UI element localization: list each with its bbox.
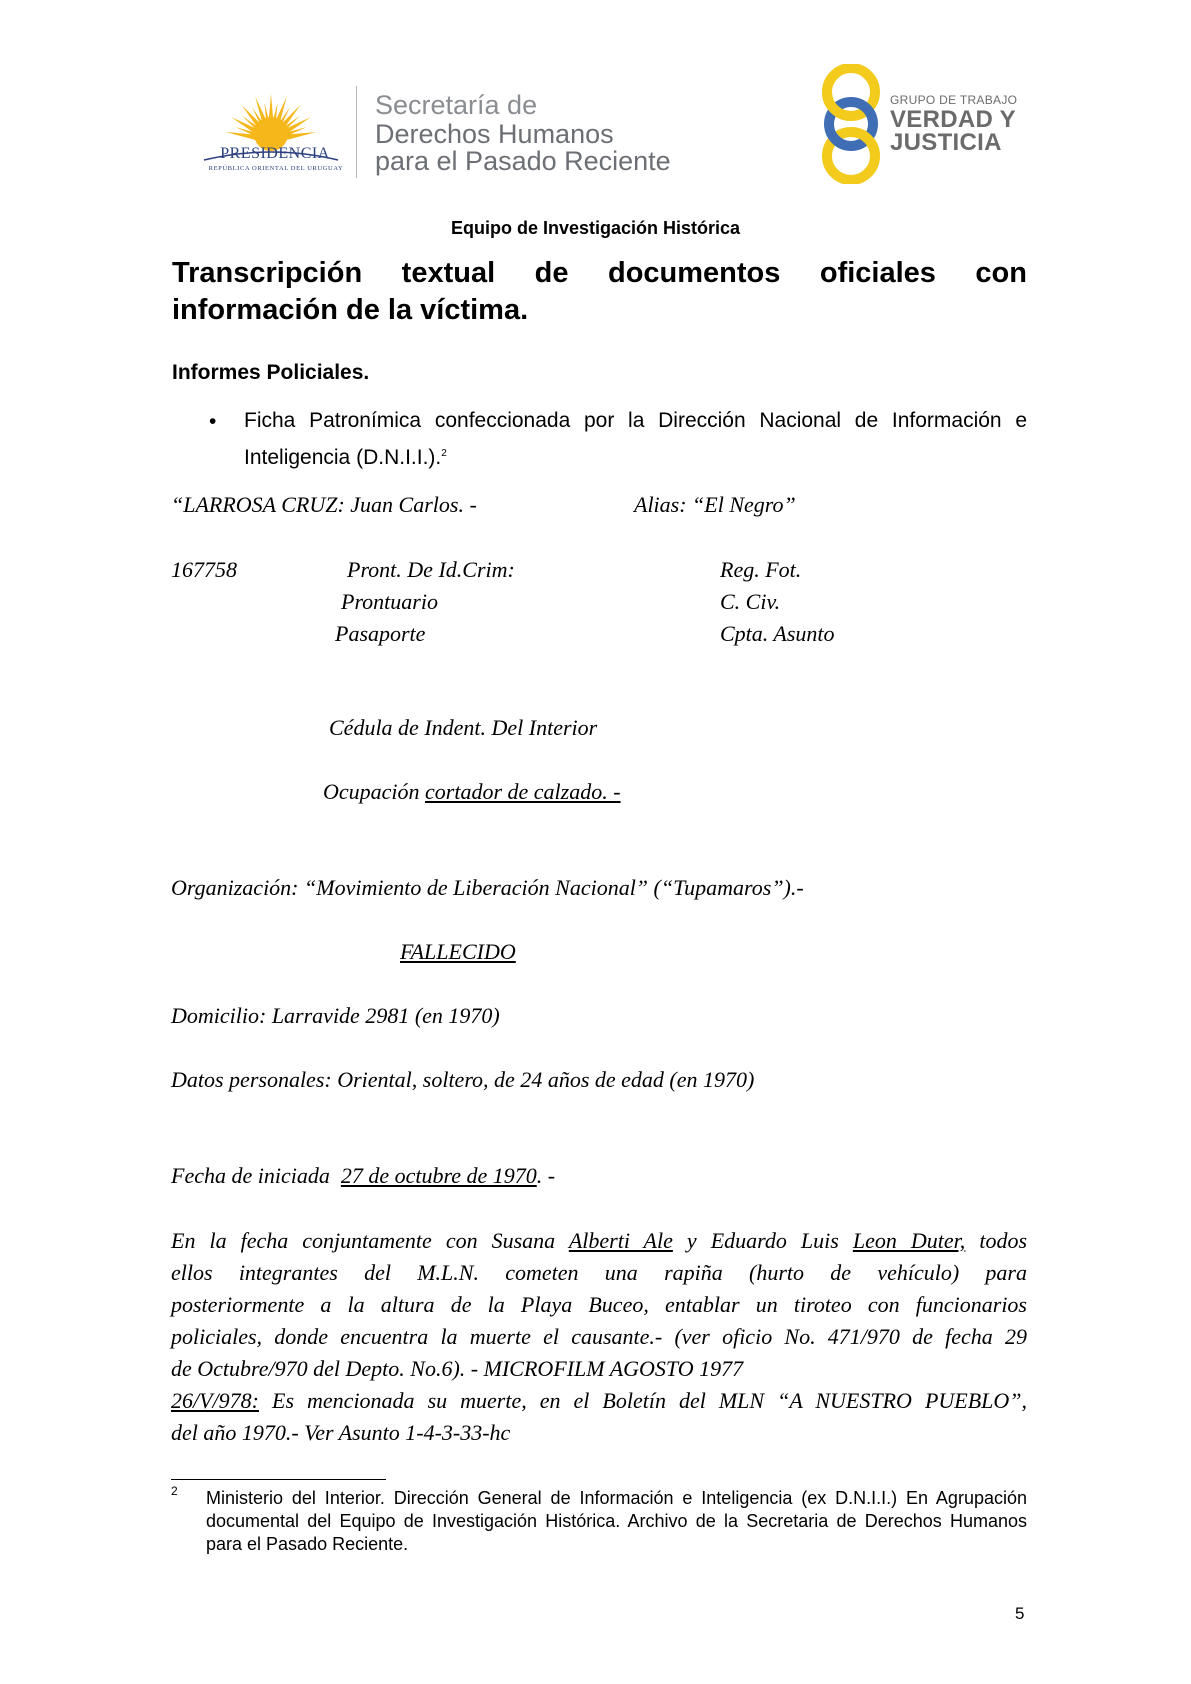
- record-fallecido: FALLECIDO: [400, 939, 516, 964]
- paragraph-line: policiales, donde encuentra la muerte el causante.- (ver oficio No. 471/970 de fecha 29: [171, 1324, 1027, 1349]
- verdad-label: VERDAD Y: [890, 106, 1016, 133]
- presidencia-label: PRESIDENCIA: [220, 145, 330, 162]
- justicia-label: JUSTICIA: [890, 129, 1002, 156]
- secretaria-line-2: Derechos Humanos: [375, 119, 614, 149]
- person-name: Alberti Ale: [568, 1228, 673, 1253]
- presidencia-sun-logo: [196, 78, 346, 178]
- footnote-ref: 2: [441, 448, 447, 459]
- header-divider: [356, 86, 357, 178]
- narrative-paragraph: [171, 1225, 1027, 1449]
- record-prontuario: Prontuario: [341, 589, 438, 614]
- grupo-trabajo-label: GRUPO DE TRABAJO: [890, 93, 1018, 107]
- record-pront-id: Pront. De Id.Crim:: [347, 557, 515, 582]
- bullet-item: [244, 404, 1027, 474]
- paragraph-text: Es mencionada su muerte, en el Boletín del MLN “A NUESTRO PUEBLO”,: [272, 1388, 1028, 1413]
- paragraph-line: [171, 1385, 1027, 1417]
- section-heading: Informes Policiales.: [172, 361, 370, 384]
- page-number: 5: [1015, 1604, 1025, 1623]
- bullet-marker: •: [209, 410, 217, 433]
- ocupacion-value: cortador de calzado. -: [425, 779, 621, 804]
- presidencia-subtitle: REPÚBLICA ORIENTAL DEL URUGUAY: [208, 165, 344, 172]
- date-reference: 26/V/978:: [171, 1388, 259, 1413]
- record-ocupacion: [323, 777, 621, 807]
- footnote-separator: [171, 1479, 386, 1480]
- paragraph-line: ellos integrantes del M.L.N. cometen una rapiña (hurto de vehículo) para: [171, 1260, 1027, 1285]
- record-datos-personales: Datos personales: Oriental, soltero, de 24 años de edad (en 1970): [171, 1067, 755, 1092]
- team-heading: Equipo de Investigación Histórica: [450, 218, 741, 238]
- paragraph-line: del año 1970.- Ver Asunto 1-4-3-33-hc: [171, 1420, 511, 1445]
- page-title: Transcripción textual de documentos oficiales con información de la víctima.: [172, 257, 1027, 326]
- person-name: Leon Duter,: [852, 1228, 966, 1253]
- paragraph-line: de Octubre/970 del Depto. No.6). - MICROFILM AGOSTO 1977: [171, 1356, 744, 1381]
- record-cpta-asunto: Cpta. Asunto: [720, 621, 835, 646]
- fecha-tail: . -: [536, 1163, 556, 1188]
- paragraph-text: y Eduardo Luis: [686, 1228, 839, 1253]
- record-pasaporte: Pasaporte: [335, 621, 426, 646]
- paragraph-line: posteriormente a la altura de la Playa Buceo, entablar un tiroteo con funcionarios: [171, 1292, 1027, 1317]
- bullet-text: Ficha Patronímica confeccionada por la Dirección Nacional de Información e Inteligencia (D.N.I.I.).: [244, 409, 1027, 469]
- paragraph-line: [171, 1225, 1027, 1257]
- secretaria-line-3: para el Pasado Reciente: [375, 146, 671, 176]
- record-name: “LARROSA CRUZ: Juan Carlos. -: [171, 492, 477, 517]
- paragraph-text: En la fecha conjuntamente con Susana: [171, 1228, 556, 1253]
- footnote-number: 2: [171, 1484, 178, 1498]
- record-fecha: [171, 1161, 555, 1191]
- record-number: 167758: [171, 557, 237, 582]
- secretaria-line-1: Secretaría de: [375, 90, 538, 120]
- ocupacion-label: Ocupación: [323, 779, 420, 804]
- fecha-value: 27 de octubre de 1970: [340, 1163, 537, 1188]
- fecha-label: Fecha de iniciada: [171, 1163, 330, 1188]
- record-alias: Alias: “El Negro”: [634, 492, 796, 517]
- record-organizacion: Organización: “Movimiento de Liberación Nacional” (“Tupamaros”).-: [171, 875, 804, 900]
- record-c-civ: C. Civ.: [720, 589, 781, 614]
- paragraph-text: todos: [979, 1228, 1028, 1253]
- verdad-justicia-rings-logo: [814, 64, 888, 184]
- record-domicilio: Domicilio: Larravide 2981 (en 1970): [171, 1003, 500, 1028]
- record-reg-fot: Reg. Fot.: [720, 557, 802, 582]
- record-cedula: Cédula de Indent. Del Interior: [329, 715, 598, 740]
- footnote-text: Ministerio del Interior. Dirección General de Información e Inteligencia (ex D.N.I.I.) En Agrupación documental del Equipo de Investigación Histórica. Archivo de la Secretaria de Derechos Humanos para el Pasado Reciente.: [206, 1488, 1027, 1554]
